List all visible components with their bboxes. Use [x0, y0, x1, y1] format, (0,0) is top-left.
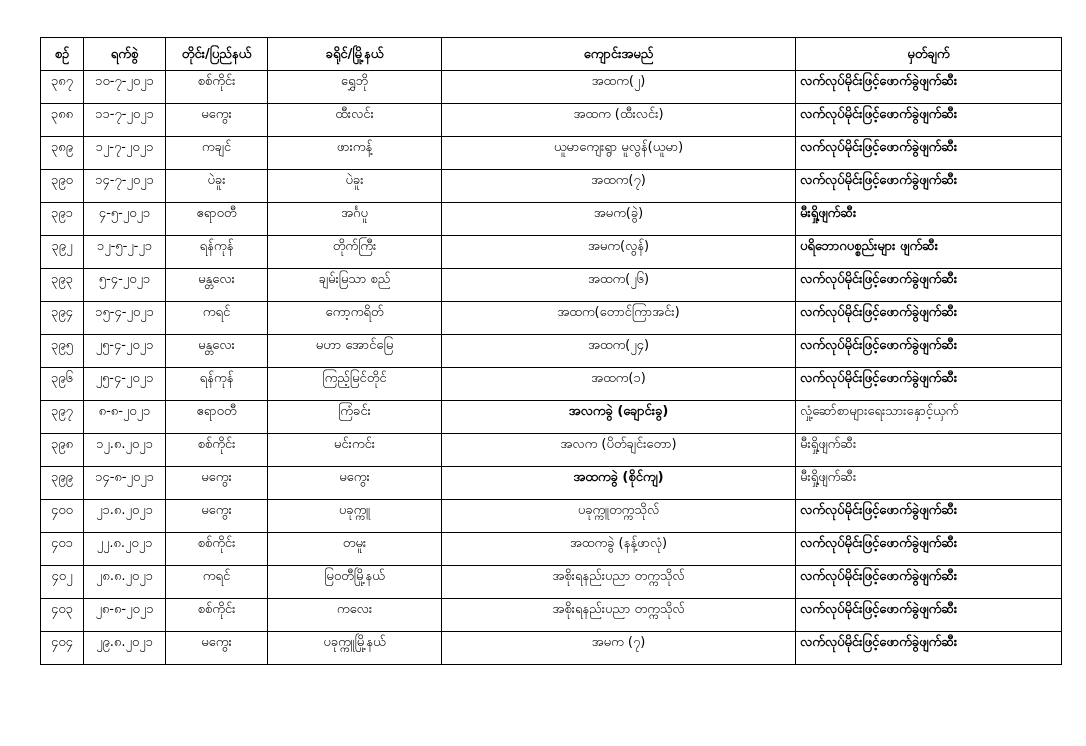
cell-township: မင်းကင်း: [268, 434, 442, 467]
header-region: တိုင်း/ပြည်နယ်: [166, 38, 268, 71]
header-row: [41, 38, 1062, 71]
cell-remarks: လက်လုပ်မိုင်းဖြင့်ဖောက်ခွဲဖျက်ဆီး: [796, 269, 1062, 302]
cell-region: စစ်ကိုင်း: [166, 599, 268, 632]
cell-school-name: အစိုးရနည်းပညာ တက္ကသိုလ်: [442, 566, 796, 599]
cell-township: ပခုက္ကူ: [268, 500, 442, 533]
cell-region: ဧရာဝတီ: [166, 401, 268, 434]
cell-serial-no: ၃၉၈: [41, 434, 84, 467]
cell-region: စစ်ကိုင်း: [166, 434, 268, 467]
cell-serial-no: ၄၀၂: [41, 566, 84, 599]
cell-date: ၁၄-၇-၂၀၂၁: [84, 170, 166, 203]
cell-serial-no: ၃၉၂: [41, 236, 84, 269]
cell-date: ၁၂.၈.၂၀၂၁: [84, 434, 166, 467]
cell-school-name: အမက(လွန်): [442, 236, 796, 269]
table-row: [41, 236, 1062, 269]
header-serial-no: စဉ်: [41, 38, 84, 71]
cell-school-name: အထက(တောင်ကြာအင်း): [442, 302, 796, 335]
table-row: [41, 434, 1062, 467]
cell-remarks: လက်လုပ်မိုင်းဖြင့်ဖောက်ခွဲဖျက်ဆီး: [796, 632, 1062, 665]
table-row: [41, 632, 1062, 665]
table-row: [41, 500, 1062, 533]
cell-serial-no: ၄၀၀: [41, 500, 84, 533]
cell-serial-no: ၄၀၄: [41, 632, 84, 665]
table-row: [41, 170, 1062, 203]
cell-remarks: လက်လုပ်မိုင်းဖြင့်ဖောက်ခွဲဖျက်ဆီး: [796, 302, 1062, 335]
cell-remarks: လက်လုပ်မိုင်းဖြင့်ဖောက်ခွဲဖျက်ဆီး: [796, 137, 1062, 170]
cell-date: ၁၁-၇-၂၀၂၁: [84, 104, 166, 137]
cell-township: ပခုက္ကူမြို့နယ်: [268, 632, 442, 665]
cell-region: ရန်ကုန်: [166, 368, 268, 401]
cell-township: ရွှေဘို: [268, 71, 442, 104]
cell-remarks: လက်လုပ်မိုင်းဖြင့်ဖောက်ခွဲဖျက်ဆီး: [796, 335, 1062, 368]
cell-township: ပဲခူး: [268, 170, 442, 203]
cell-remarks: လှုံ့ဆော်စာများရေးသားနှောင့်ယှက်: [796, 401, 1062, 434]
cell-remarks: လက်လုပ်မိုင်းဖြင့်ဖောက်ခွဲဖျက်ဆီး: [796, 170, 1062, 203]
cell-township: ဖားကန့်: [268, 137, 442, 170]
cell-school-name: အစိုးရနည်းပညာ တက္ကသိုလ်: [442, 599, 796, 632]
table-row: [41, 137, 1062, 170]
cell-date: ၂၅-၄-၂၀၂၁: [84, 368, 166, 401]
cell-serial-no: ၃၈၈: [41, 104, 84, 137]
cell-township: တမူး: [268, 533, 442, 566]
cell-date: ၁၂-၇-၂၀၂၁: [84, 137, 166, 170]
table-row: [41, 302, 1062, 335]
cell-serial-no: ၃၉၀: [41, 170, 84, 203]
cell-school-name: ပခုက္ကူတက္ကသိုလ်: [442, 500, 796, 533]
cell-date: ၅-၄-၂၀၂၁: [84, 269, 166, 302]
cell-region: ကရင်: [166, 302, 268, 335]
cell-region: ပဲခူး: [166, 170, 268, 203]
header-remarks: မှတ်ချက်: [796, 38, 1062, 71]
cell-date: ၂၂.၈.၂၀၂၁: [84, 533, 166, 566]
cell-region: ကချင်: [166, 137, 268, 170]
cell-school-name: အထက(၇): [442, 170, 796, 203]
cell-township: မကွေး: [268, 467, 442, 500]
cell-school-name: အထက(၂၆): [442, 269, 796, 302]
cell-remarks: လက်လုပ်မိုင်းဖြင့်ဖောက်ခွဲဖျက်ဆီး: [796, 599, 1062, 632]
cell-date: ၁၀-၇-၂၀၂၁: [84, 71, 166, 104]
table-row: [41, 599, 1062, 632]
header-date: ရက်စွဲ: [84, 38, 166, 71]
cell-remarks: လက်လုပ်မိုင်းဖြင့်ဖောက်ခွဲဖျက်ဆီး: [796, 71, 1062, 104]
cell-school-name: အထက(၁): [442, 368, 796, 401]
cell-date: ၂၈-၈-၂၀၂၁: [84, 599, 166, 632]
cell-remarks: မီးရှို့ဖျက်ဆီး: [796, 467, 1062, 500]
table-row: [41, 71, 1062, 104]
cell-township: ထီးလင်း: [268, 104, 442, 137]
cell-remarks: လက်လုပ်မိုင်းဖြင့်ဖောက်ခွဲဖျက်ဆီး: [796, 566, 1062, 599]
cell-school-name: အမက(ခွဲ): [442, 203, 796, 236]
cell-school-name: အထကခွဲ (နန့်ဖာလုံ): [442, 533, 796, 566]
cell-region: စစ်ကိုင်း: [166, 71, 268, 104]
cell-date: ၂၁.၈.၂၀၂၁: [84, 500, 166, 533]
table-row: [41, 467, 1062, 500]
cell-date: ၁၅-၄-၂၀၂၁: [84, 302, 166, 335]
cell-region: စစ်ကိုင်း: [166, 533, 268, 566]
cell-remarks: လက်လုပ်မိုင်းဖြင့်ဖောက်ခွဲဖျက်ဆီး: [796, 533, 1062, 566]
incident-table: [40, 37, 1062, 665]
cell-school-name: အထက(၂၄): [442, 335, 796, 368]
cell-township: ကြည့်မြင်တိုင်: [268, 368, 442, 401]
cell-region: မန္တလေး: [166, 335, 268, 368]
table-row: [41, 566, 1062, 599]
table-row: [41, 533, 1062, 566]
cell-region: မကွေး: [166, 104, 268, 137]
cell-township: အင်္ဂပူ: [268, 203, 442, 236]
cell-region: မန္တလေး: [166, 269, 268, 302]
cell-school-name: ယူမာကျေးရွာ မူလွန်(ယူမာ): [442, 137, 796, 170]
cell-township: တိုက်ကြီး: [268, 236, 442, 269]
table-row: [41, 335, 1062, 368]
cell-remarks: လက်လုပ်မိုင်းဖြင့်ဖောက်ခွဲဖျက်ဆီး: [796, 500, 1062, 533]
cell-remarks: ပရိဘောဂပစ္စည်းများ ဖျက်ဆီး: [796, 236, 1062, 269]
cell-school-name: အထက(၂): [442, 71, 796, 104]
cell-date: ၈-၈-၂၀၂၁: [84, 401, 166, 434]
cell-school-name: အလက (ပိတ်ချင်းတော): [442, 434, 796, 467]
cell-serial-no: ၃၉၄: [41, 302, 84, 335]
cell-region: ကရင်: [166, 566, 268, 599]
cell-region: မကွေး: [166, 632, 268, 665]
cell-serial-no: ၄၀၃: [41, 599, 84, 632]
header-school-name: ကျောင်းအမည်: [442, 38, 796, 71]
cell-region: ဧရာဝတီ: [166, 203, 268, 236]
cell-date: ၂၉.၈.၂၀၂၁: [84, 632, 166, 665]
cell-serial-no: ၃၈၉: [41, 137, 84, 170]
cell-school-name: အလကခွဲ (ချောင်းခွ): [442, 401, 796, 434]
cell-serial-no: ၄၀၁: [41, 533, 84, 566]
cell-date: ၁၂-၅-၂-၂၁: [84, 236, 166, 269]
cell-date: ၂၅-၄-၂၀၂၁: [84, 335, 166, 368]
cell-school-name: အထက (ထီးလင်း): [442, 104, 796, 137]
cell-township: ကော့ကရိတ်: [268, 302, 442, 335]
cell-region: ရန်ကုန်: [166, 236, 268, 269]
cell-serial-no: ၃၈၇: [41, 71, 84, 104]
cell-serial-no: ၃၉၆: [41, 368, 84, 401]
cell-serial-no: ၃၉၇: [41, 401, 84, 434]
cell-region: မကွေး: [166, 467, 268, 500]
table-row: [41, 203, 1062, 236]
table-row: [41, 401, 1062, 434]
cell-school-name: အမက (၇): [442, 632, 796, 665]
cell-serial-no: ၃၉၃: [41, 269, 84, 302]
cell-serial-no: ၃၉၉: [41, 467, 84, 500]
cell-date: ၁၄-၈-၂၀၂၁: [84, 467, 166, 500]
cell-remarks: မီးရှို့ဖျက်ဆီး: [796, 434, 1062, 467]
header-township: ခရိုင်/မြို့နယ်: [268, 38, 442, 71]
table-row: [41, 368, 1062, 401]
cell-serial-no: ၃၉၅: [41, 335, 84, 368]
cell-region: မကွေး: [166, 500, 268, 533]
cell-date: ၂၈.၈.၂၀၂၁: [84, 566, 166, 599]
cell-date: ၄-၅-၂၀၂၁: [84, 203, 166, 236]
cell-serial-no: ၃၉၁: [41, 203, 84, 236]
cell-township: ချမ်းမြသာ စည်: [268, 269, 442, 302]
cell-remarks: လက်လုပ်မိုင်းဖြင့်ဖောက်ခွဲဖျက်ဆီး: [796, 368, 1062, 401]
cell-township: ကလေး: [268, 599, 442, 632]
cell-township: မဟာ အောင်မြေ: [268, 335, 442, 368]
table-row: [41, 104, 1062, 137]
cell-school-name: အထကခွဲ (စိုင်ကျ): [442, 467, 796, 500]
cell-township: မြဝတီမြို့နယ်: [268, 566, 442, 599]
table-row: [41, 269, 1062, 302]
table-body: [41, 71, 1062, 665]
cell-remarks: လက်လုပ်မိုင်းဖြင့်ဖောက်ခွဲဖျက်ဆီး: [796, 104, 1062, 137]
cell-remarks: မီးရှို့ဖျက်ဆီး: [796, 203, 1062, 236]
cell-township: ကြံခင်း: [268, 401, 442, 434]
